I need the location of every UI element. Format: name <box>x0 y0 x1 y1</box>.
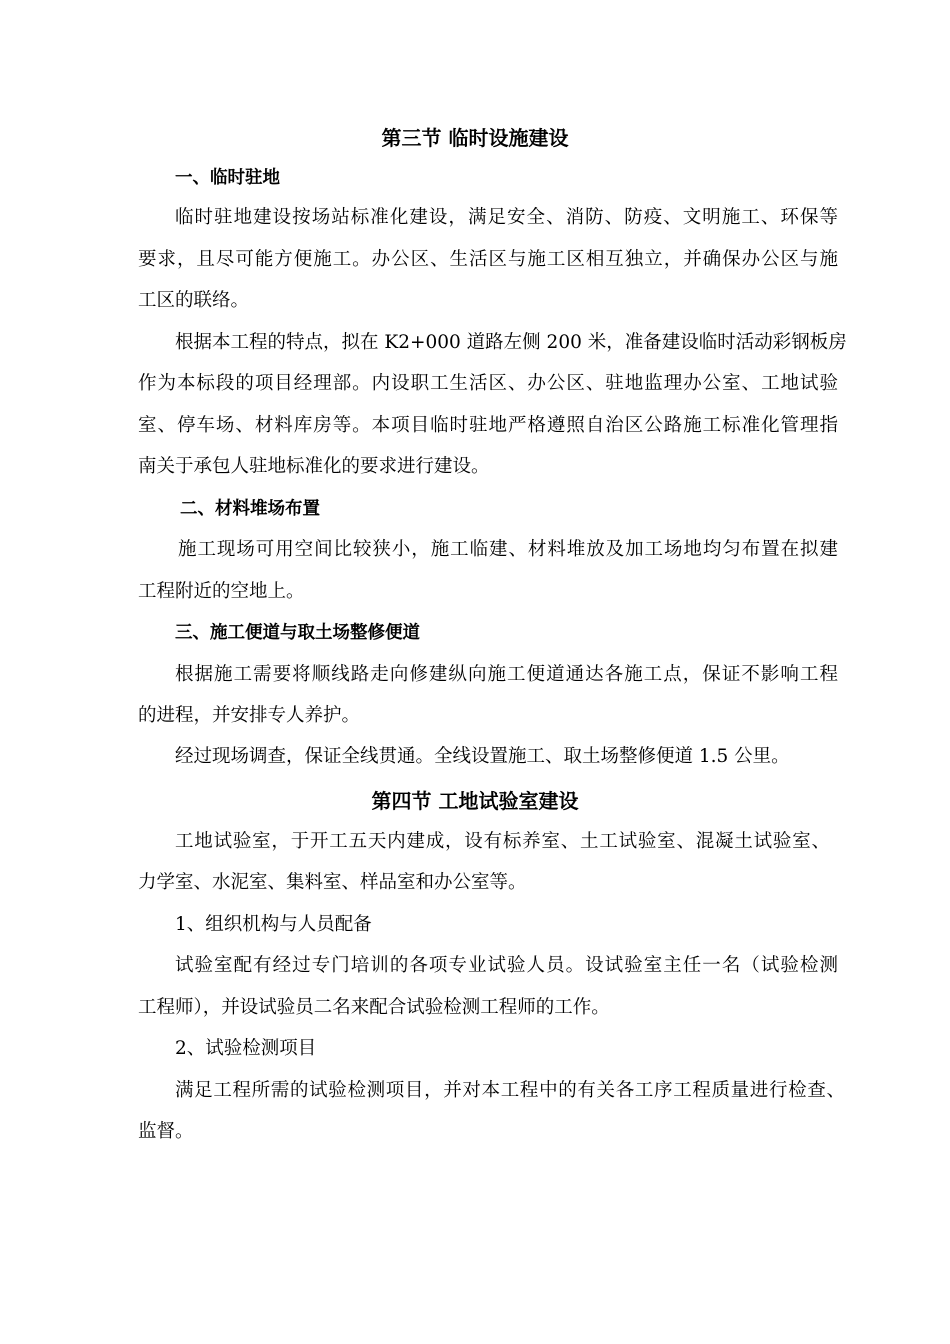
paragraph-line: 力学室、水泥室、集料室、样品室和办公室等。 <box>138 872 527 893</box>
paragraph-line: 工地试验室，于开工五天内建成，设有标养室、土工试验室、混凝土试验室、 <box>175 831 830 852</box>
paragraph-line: 作为本标段的项目经理部。内设职工生活区、办公区、驻地监理办公室、工地试验 <box>138 373 838 394</box>
paragraph-line: 的进程，并安排专人养护。 <box>138 705 361 726</box>
paragraph-line: 工程师），并设试验员二名来配合试验检测工程师的工作。 <box>138 997 610 1018</box>
paragraph-line: 南关于承包人驻地标准化的要求进行建设。 <box>138 456 490 477</box>
list-item-heading: 1、组织机构与人员配备 <box>175 914 372 935</box>
paragraph-line: 根据本工程的特点，拟在 K2+000 道路左侧 200 米，准备建设临时活动彩钢板房 <box>175 332 847 353</box>
paragraph-line: 经过现场调查，保证全线贯通。全线设置施工、取土场整修便道 1.5 公里。 <box>175 746 790 767</box>
section-title: 第四节 工地试验室建设 <box>371 789 579 813</box>
paragraph-line: 临时驻地建设按场站标准化建设，满足安全、消防、防疫、文明施工、环保等 <box>175 207 838 228</box>
section-title: 第三节 临时设施建设 <box>381 126 569 150</box>
paragraph-line: 满足工程所需的试验检测项目，并对本工程中的有关各工序工程质量进行检查、 <box>175 1080 845 1101</box>
paragraph-line: 工程附近的空地上。 <box>138 581 305 602</box>
list-item-heading: 2、试验检测项目 <box>175 1038 317 1059</box>
paragraph-line: 根据施工需要将顺线路走向修建纵向施工便道通达各施工点，保证不影响工程 <box>175 664 838 685</box>
paragraph-line: 要求，且尽可能方便施工。办公区、生活区与施工区相互独立，并确保办公区与施 <box>138 249 838 270</box>
heading-access-road: 三、施工便道与取土场整修便道 <box>175 623 420 643</box>
heading-material-yard: 二、材料堆场布置 <box>180 499 320 519</box>
heading-temporary-camp: 一、临时驻地 <box>175 168 280 188</box>
paragraph-line: 室、停车场、材料库房等。本项目临时驻地严格遵照自治区公路施工标准化管理指 <box>138 415 838 436</box>
paragraph-line: 施工现场可用空间比较狭小，施工临建、材料堆放及加工场地均匀布置在拟建 <box>178 539 838 560</box>
paragraph-line: 监督。 <box>138 1121 194 1142</box>
paragraph-line: 试验室配有经过专门培训的各项专业试验人员。设试验室主任一名（试验检测 <box>175 955 838 976</box>
paragraph-line: 工区的联络。 <box>138 290 250 311</box>
